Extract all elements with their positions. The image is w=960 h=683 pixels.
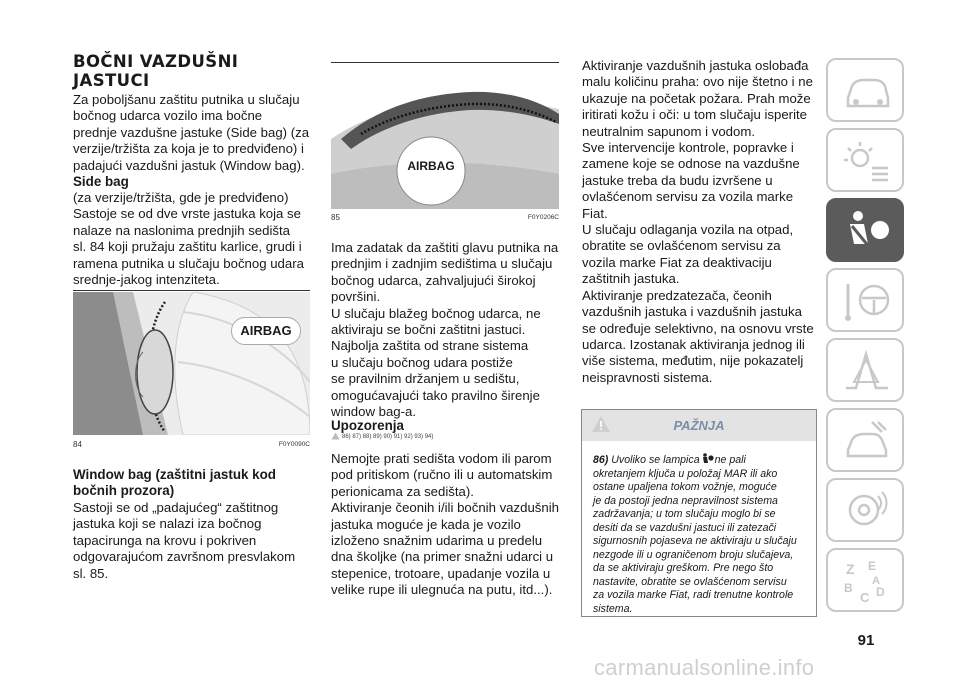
- deployment-paragraph: [582, 58, 814, 386]
- tab-emergency[interactable]: [826, 338, 904, 402]
- subheading-text: Upozorenja: [331, 418, 404, 433]
- text-line: (za verzije/tržišta, gde je predviđeno): [73, 190, 289, 205]
- heading-line: JASTUCI: [73, 71, 150, 90]
- subheading-text: bočnih prozora): [73, 483, 175, 499]
- text-line: srednje-jakog intenziteta.: [73, 272, 220, 288]
- tab-driving[interactable]: [826, 268, 904, 332]
- text-line: U slučaju odlaganja vozila na otpad,: [582, 222, 794, 238]
- text-line: vozila marke Fiat za deaktivaciju: [582, 254, 772, 270]
- text-line: jastuka moguće je kada je vozilo: [331, 516, 521, 532]
- text-line: ovlašćenom servisu za vozila marke: [582, 189, 794, 205]
- text-line: zaštitnih jastuka.: [582, 271, 680, 287]
- svg-text:Z: Z: [846, 561, 855, 577]
- text-line: Sastoje se od dve vrste jastuka koja se: [73, 206, 301, 222]
- figure-85-code: F0Y0206C: [527, 214, 559, 221]
- figure-84-image: [73, 292, 310, 435]
- car-window-airbag-illustration: [331, 64, 559, 209]
- text-line: prednjim i zadnjim sedištima u slučaju: [331, 256, 553, 272]
- intro-paragraph: [73, 92, 309, 174]
- svg-text:B: B: [844, 581, 853, 595]
- text-line: Sve intervencije kontrole, popravke i: [582, 140, 794, 156]
- warnings-paragraph: [331, 451, 559, 599]
- svg-text:D: D: [876, 585, 885, 599]
- index-letters-icon: [842, 558, 892, 604]
- window-bag-title: [73, 467, 276, 500]
- caution-header: [582, 410, 816, 441]
- text-line: verzije/tržišta za koja je to predviđeno) i: [73, 141, 304, 157]
- tab-dashboard[interactable]: [826, 128, 904, 192]
- caution-first-line-end: ne pali: [714, 454, 746, 466]
- airbag-label: AIRBAG: [407, 159, 455, 173]
- tab-maintenance[interactable]: [826, 408, 904, 472]
- warning-references: 86) 87) 88) 89) 90) 91) 92) 93) 94): [342, 434, 434, 440]
- text-line: velike rupe ili ulegnuća na putu, itd...).: [331, 582, 553, 598]
- text-line: se određuje selektivno, na osnovu vrste: [582, 320, 814, 336]
- airbag-warning-lamp-icon: [701, 453, 714, 464]
- side-bag-title: [73, 174, 129, 190]
- text-line: stepenice, trotoare, upadanje vozila u: [331, 565, 551, 581]
- tab-multimedia[interactable]: [826, 478, 904, 542]
- multimedia-icon: [842, 488, 892, 534]
- caution-number: 86): [593, 454, 609, 466]
- text-line: vazdušnih jastuka i vazdušnih jastuka: [582, 304, 802, 320]
- text-line: iritirati kožu i oči: u tom slučaju isperite: [582, 107, 807, 123]
- page-number: 91: [857, 632, 875, 649]
- text-line: [593, 453, 797, 468]
- text-line: Aktiviranje predzatezača, čeonih: [582, 287, 772, 303]
- text-line: U slučaju blažeg bočnog udarca, ne: [331, 305, 541, 321]
- tab-car[interactable]: [826, 58, 904, 122]
- tab-safety[interactable]: [826, 198, 904, 262]
- dashboard-lights-icon: [842, 138, 892, 184]
- text-line: odgovarajućom završnom presvlakom: [73, 549, 296, 565]
- text-line: padajući vazdušni jastuk (Window bag).: [73, 157, 305, 173]
- text-line: nezgode ili u ograničenom broju slučajeva,: [593, 548, 794, 561]
- text-line: nalaze na naslonima prednjih sedišta: [73, 222, 291, 238]
- warnings-title: [331, 418, 404, 434]
- figure-84-code: F0Y0090C: [278, 441, 310, 448]
- text-line: ukazuje na početak požara. Prah može: [582, 90, 811, 106]
- text-line: površini.: [331, 289, 381, 305]
- subheading-text: Side bag: [73, 174, 129, 189]
- text-line: perionicama za sedišta).: [331, 483, 474, 499]
- figure-85-number: 85: [331, 213, 340, 222]
- text-line: jastuka koji se nalazi iza bočnog: [73, 516, 262, 532]
- seat-airbag-illustration: [73, 292, 310, 435]
- text-line: Za poboljšanu zaštitu putnika u slučaju: [73, 92, 300, 107]
- text-line: sl. 84 koji pružaju zaštitu karlice, grudi i: [73, 239, 302, 255]
- text-line: aktiviraju se bočni zaštitni jastuci.: [331, 322, 526, 338]
- text-line: sigurnosnih pojaseva ne aktiviraju u slučaju: [593, 535, 797, 547]
- text-line: više sistema, međutim, nije pokazatelj: [582, 353, 804, 369]
- airbag-label: AIRBAG: [231, 317, 301, 345]
- caution-box: [581, 409, 817, 617]
- watermark: carmanualsonline.info: [594, 655, 815, 680]
- heading-line: BOČNI VAZDUŠNI: [73, 52, 239, 71]
- text-line: okretanjem ključa u položaj MAR ili ako: [593, 467, 778, 480]
- tab-index[interactable]: [826, 548, 904, 612]
- airbag-seat-icon: [842, 208, 892, 254]
- figure-84-number: 84: [73, 440, 82, 449]
- window-bag-paragraph: [73, 500, 295, 582]
- text-line: bočnog udarca vozilo ima bočne: [73, 108, 263, 124]
- text-line: Aktiviranje vazdušnih jastuka oslobađa: [582, 58, 809, 73]
- figure-85-image: [331, 64, 559, 209]
- text-line: da se aktiviraju greškom. Pre nego što: [593, 562, 774, 574]
- text-line: je da postoji jedna nepravilnost sistema: [593, 494, 778, 507]
- figure-84-rule: [73, 290, 310, 291]
- text-line: pod pritiskom (ručno ili u automatskim: [331, 467, 553, 483]
- section-heading: [73, 52, 310, 90]
- text-line: tapacirunga na krovu i pokriven: [73, 532, 257, 548]
- text-line: u slučaju bočnog udara postiže: [331, 354, 513, 370]
- caution-text: [593, 453, 797, 616]
- text-line: zamene koje se odnose na vazdušne: [582, 156, 800, 172]
- text-line: Najbolja zaštita od strane sistema: [331, 338, 529, 354]
- side-bag-paragraph: [73, 190, 304, 288]
- text-line: neispravnosti sistema.: [582, 369, 713, 385]
- text-line: udarca. Izostanak aktiviranja jednog ili: [582, 336, 805, 352]
- window-bag-description: [331, 240, 558, 420]
- text-line: za vozila marke Fiat, radi trenutne kontrole: [593, 589, 794, 601]
- caution-first-line: Uvoliko se lampica: [611, 454, 700, 466]
- warning-road-icon: [842, 348, 892, 394]
- text-line: obratite se ovlašćenom servisu za: [582, 238, 781, 254]
- text-line: Fiat.: [582, 205, 608, 221]
- text-line: sl. 85.: [73, 565, 109, 581]
- text-line: desiti da se vazdušni jastuci ili zatezači: [593, 521, 777, 534]
- text-line: malu količinu praha: ovo nije štetno i ne: [582, 74, 813, 90]
- text-line: dna školjke (na primer snažni udarci u: [331, 549, 554, 565]
- caution-title: PAŽNJA: [673, 418, 725, 433]
- subheading-text: Window bag (zaštitni jastuk kod: [73, 467, 276, 482]
- svg-text:C: C: [860, 590, 870, 604]
- text-line: nastavite, obratite se ovlašćenom servisu: [593, 575, 787, 588]
- text-line: Sastoji se od „padajućeg“ zaštitnog: [73, 500, 279, 515]
- text-line: neutralnim sapunom i vodom.: [582, 123, 755, 139]
- text-line: omogućavajući tako pravilno širenje: [331, 387, 540, 403]
- car-icon: [842, 68, 892, 114]
- text-line: Aktiviranje čeonih i/ili bočnih vazdušnih: [331, 500, 559, 516]
- text-line: jastuke treba da budu izvršene u: [582, 172, 773, 188]
- svg-text:A: A: [872, 575, 880, 587]
- steering-wheel-icon: [842, 278, 892, 324]
- svg-text:E: E: [868, 559, 877, 573]
- text-line: ramena putnika u slučaju bočnog udara: [73, 255, 304, 271]
- text-line: Ima zadatak da zaštiti glavu putnika na: [331, 240, 559, 255]
- wrench-car-icon: [842, 418, 892, 464]
- text-line: prednje vazdušne jastuke (Side bag) (za: [73, 124, 310, 140]
- text-line: bočnog udarca, zahvaljujući širokoj: [331, 272, 536, 288]
- figure-85-rule: [331, 62, 559, 63]
- text-line: sistema.: [593, 602, 633, 615]
- warning-triangle-icon: [331, 432, 340, 440]
- text-line: Nemojte prati sedišta vodom ili parom: [331, 451, 552, 466]
- text-line: se pravilnim držanjem u sedištu,: [331, 371, 520, 387]
- text-line: zadržavanja; u tom slučaju moglo bi se: [593, 508, 776, 520]
- text-line: window bag-a.: [331, 404, 417, 420]
- text-line: ostane upaljena tokom vožnje, moguće: [593, 481, 777, 493]
- text-line: izloženo snažnim udarima u predelu: [331, 533, 543, 549]
